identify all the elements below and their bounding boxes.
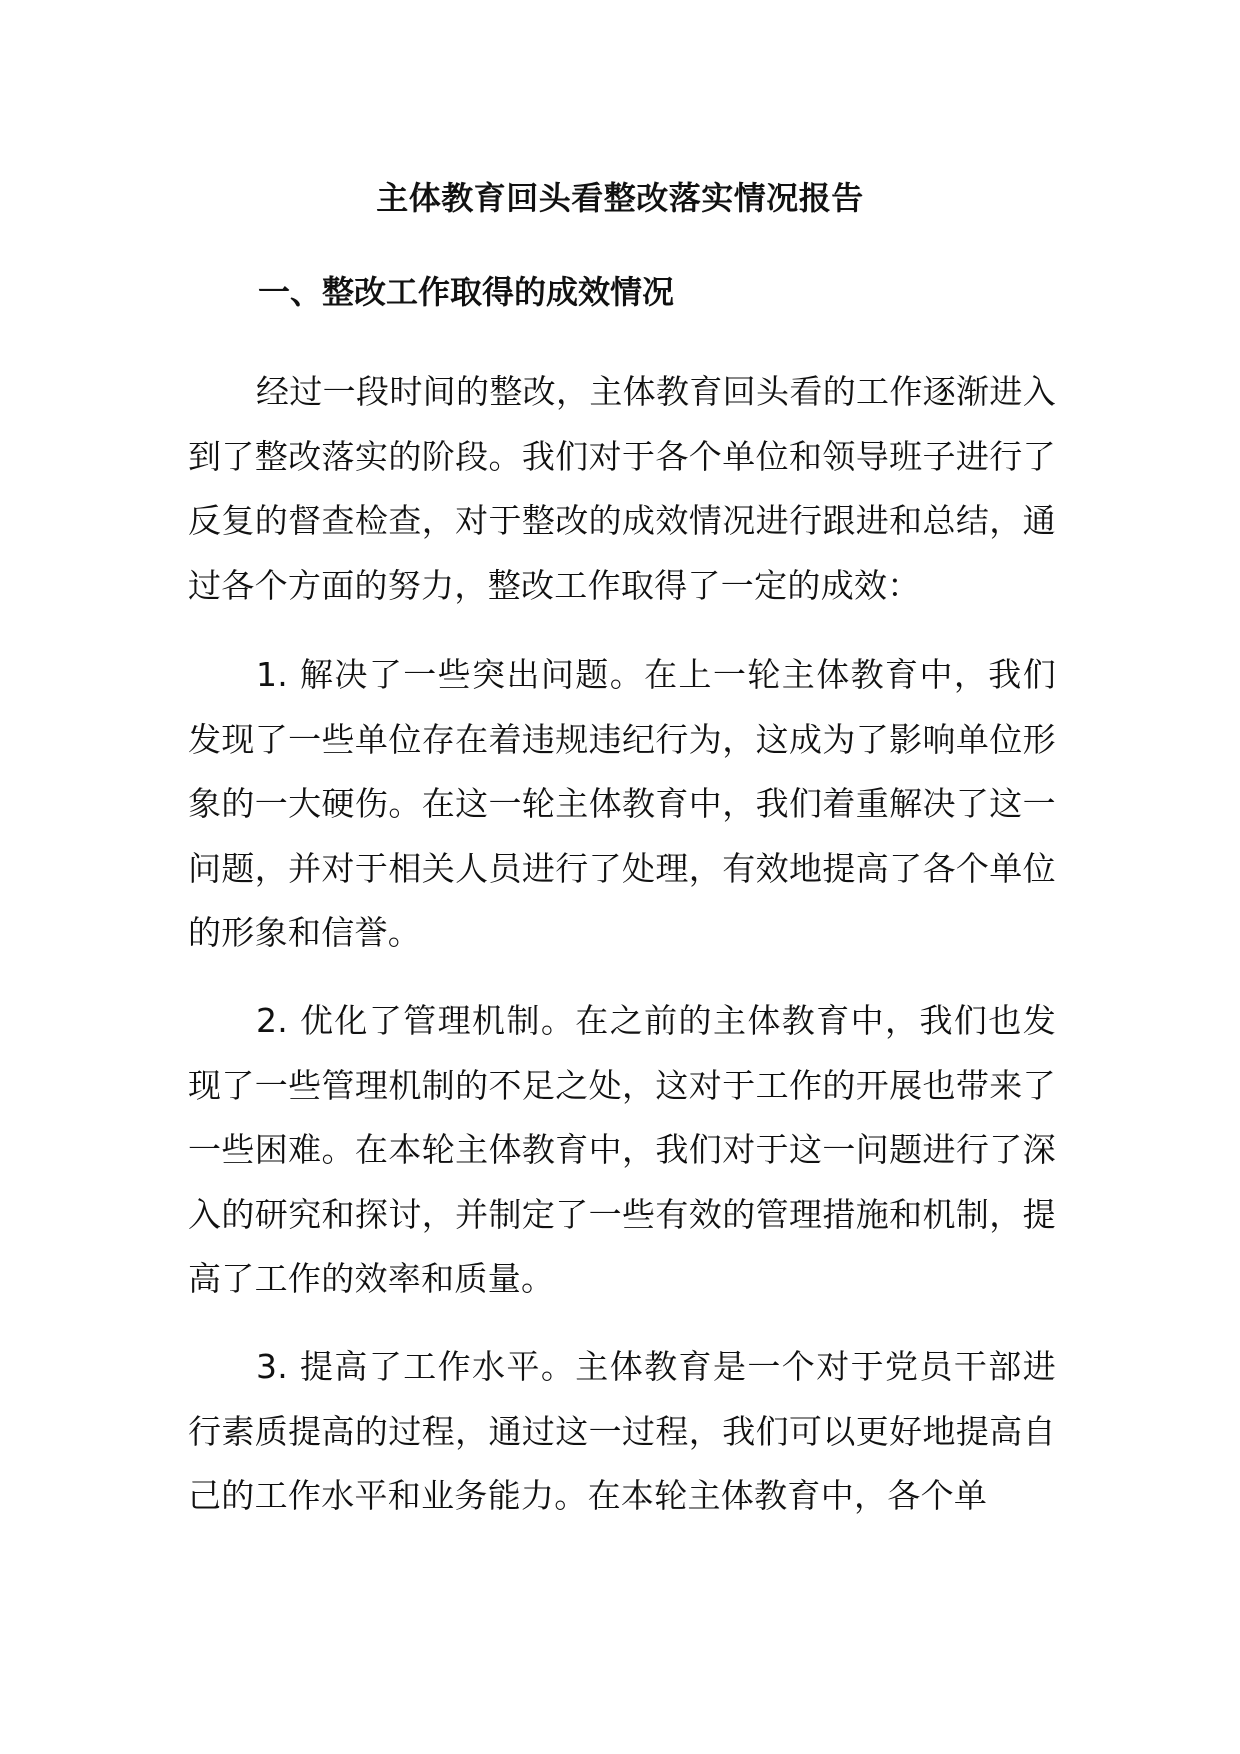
section-heading: 一、整改工作取得的成效情况: [258, 273, 675, 311]
paragraph-item-1: 1. 解决了一些突出问题。在上一轮主体教育中，我们发现了一些单位存在着违规违纪行为，这成为了影响单位形象的一大硬伤。在这一轮主体教育中，我们着重解决了这一问题，并对于相关人员进行了处理，有效地提高了各个单位的形象和信誉。: [188, 655, 1056, 952]
paragraph-intro: 经过一段时间的整改，主体教育回头看的工作逐渐进入到了整改落实的阶段。我们对于各个单位和领导班子进行了反复的督查检查，对于整改的成效情况进行跟进和总结，通过各个方面的努力，整改工作取得了一定的成效：: [188, 372, 1056, 605]
paragraph-item-2: 2. 优化了管理机制。在之前的主体教育中，我们也发现了一些管理机制的不足之处，这对于工作的开展也带来了一些困难。在本轮主体教育中，我们对于这一问题进行了深入的研究和探讨，并制定了一些有效的管理措施和机制，提高了工作的效率和质量。: [188, 1001, 1056, 1298]
document-title: 主体教育回头看整改落实情况报告: [376, 179, 864, 217]
paragraph-item-3: 3. 提高了工作水平。主体教育是一个对于党员干部进行素质提高的过程，通过这一过程，我们可以更好地提高自己的工作水平和业务能力。在本轮主体教育中，各个单: [188, 1347, 1056, 1515]
